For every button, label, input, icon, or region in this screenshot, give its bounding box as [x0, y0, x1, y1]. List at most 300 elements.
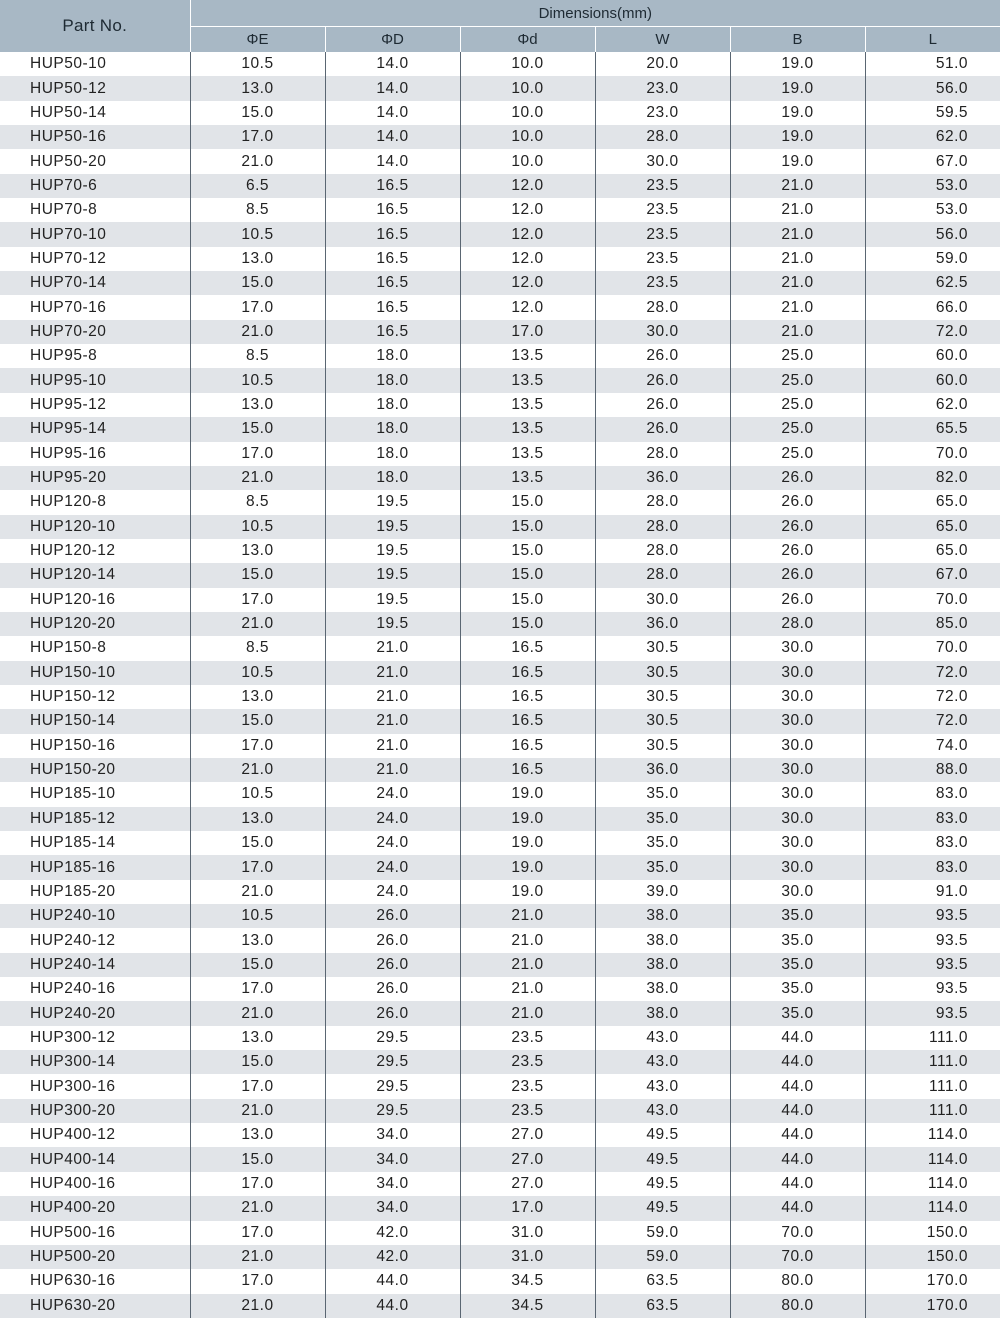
- w-cell: 30.0: [595, 320, 730, 344]
- l-cell: 88.0: [865, 758, 1000, 782]
- w-cell: 23.5: [595, 247, 730, 271]
- phi-e-cell: 15.0: [190, 1147, 325, 1171]
- w-cell: 28.0: [595, 295, 730, 319]
- l-cell: 93.5: [865, 904, 1000, 928]
- l-cell: 93.5: [865, 1001, 1000, 1025]
- table-row: [0, 904, 1000, 928]
- b-cell: 44.0: [730, 1123, 865, 1147]
- table-row: [0, 1221, 1000, 1245]
- part-no-cell: HUP120-14: [0, 563, 190, 587]
- l-cell: 53.0: [865, 174, 1000, 198]
- phi-e-cell: 10.5: [190, 52, 325, 76]
- l-cell: 150.0: [865, 1221, 1000, 1245]
- l-cell: 56.0: [865, 76, 1000, 100]
- l-cell: 83.0: [865, 855, 1000, 879]
- phi-d-upper-cell: 21.0: [325, 758, 460, 782]
- phi-e-cell: 13.0: [190, 807, 325, 831]
- w-cell: 30.5: [595, 661, 730, 685]
- w-cell: 30.5: [595, 685, 730, 709]
- table-header: [0, 0, 1000, 52]
- l-cell: 62.5: [865, 271, 1000, 295]
- phi-d-upper-cell: 18.0: [325, 466, 460, 490]
- column-header-b: B: [730, 27, 865, 53]
- table-row: [0, 320, 1000, 344]
- w-cell: 26.0: [595, 344, 730, 368]
- phi-d-upper-cell: 21.0: [325, 636, 460, 660]
- w-cell: 49.5: [595, 1147, 730, 1171]
- table-row: [0, 1196, 1000, 1220]
- b-cell: 30.0: [730, 709, 865, 733]
- l-cell: 82.0: [865, 466, 1000, 490]
- phi-e-cell: 17.0: [190, 1172, 325, 1196]
- phi-d-upper-cell: 16.5: [325, 247, 460, 271]
- table-row: [0, 101, 1000, 125]
- w-cell: 23.0: [595, 76, 730, 100]
- part-no-cell: HUP70-16: [0, 295, 190, 319]
- part-no-cell: HUP150-8: [0, 636, 190, 660]
- w-cell: 35.0: [595, 831, 730, 855]
- w-cell: 35.0: [595, 855, 730, 879]
- b-cell: 21.0: [730, 174, 865, 198]
- b-cell: 30.0: [730, 880, 865, 904]
- phi-d-lower-cell: 21.0: [460, 904, 595, 928]
- part-no-cell: HUP95-14: [0, 417, 190, 441]
- table-row: [0, 515, 1000, 539]
- phi-e-cell: 13.0: [190, 393, 325, 417]
- phi-d-lower-cell: 17.0: [460, 320, 595, 344]
- b-cell: 26.0: [730, 588, 865, 612]
- phi-d-upper-cell: 34.0: [325, 1147, 460, 1171]
- phi-d-upper-cell: 16.5: [325, 198, 460, 222]
- part-no-cell: HUP240-20: [0, 1001, 190, 1025]
- phi-d-lower-cell: 15.0: [460, 588, 595, 612]
- l-cell: 111.0: [865, 1074, 1000, 1098]
- table-row: [0, 977, 1000, 1001]
- l-cell: 111.0: [865, 1099, 1000, 1123]
- l-cell: 85.0: [865, 612, 1000, 636]
- part-no-cell: HUP240-16: [0, 977, 190, 1001]
- l-cell: 74.0: [865, 734, 1000, 758]
- part-no-cell: HUP50-20: [0, 149, 190, 173]
- phi-d-lower-cell: 19.0: [460, 880, 595, 904]
- w-cell: 63.5: [595, 1269, 730, 1293]
- l-cell: 60.0: [865, 368, 1000, 392]
- phi-d-lower-cell: 13.5: [460, 393, 595, 417]
- w-cell: 35.0: [595, 807, 730, 831]
- phi-e-cell: 13.0: [190, 539, 325, 563]
- phi-d-lower-cell: 12.0: [460, 295, 595, 319]
- w-cell: 43.0: [595, 1050, 730, 1074]
- part-no-cell: HUP150-12: [0, 685, 190, 709]
- phi-d-upper-cell: 21.0: [325, 661, 460, 685]
- phi-d-upper-cell: 18.0: [325, 368, 460, 392]
- w-cell: 38.0: [595, 904, 730, 928]
- column-header-phi-d-lower: Φd: [460, 27, 595, 53]
- b-cell: 35.0: [730, 904, 865, 928]
- w-cell: 23.0: [595, 101, 730, 125]
- phi-d-upper-cell: 18.0: [325, 442, 460, 466]
- phi-e-cell: 15.0: [190, 101, 325, 125]
- b-cell: 44.0: [730, 1050, 865, 1074]
- table-row: [0, 295, 1000, 319]
- l-cell: 114.0: [865, 1172, 1000, 1196]
- part-no-cell: HUP95-10: [0, 368, 190, 392]
- phi-d-upper-cell: 16.5: [325, 174, 460, 198]
- phi-d-lower-cell: 16.5: [460, 661, 595, 685]
- w-cell: 23.5: [595, 198, 730, 222]
- phi-e-cell: 6.5: [190, 174, 325, 198]
- l-cell: 66.0: [865, 295, 1000, 319]
- part-no-cell: HUP120-8: [0, 490, 190, 514]
- phi-e-cell: 21.0: [190, 466, 325, 490]
- phi-d-upper-cell: 24.0: [325, 782, 460, 806]
- phi-e-cell: 10.5: [190, 222, 325, 246]
- table-row: [0, 1269, 1000, 1293]
- part-no-cell: HUP120-16: [0, 588, 190, 612]
- phi-d-upper-cell: 34.0: [325, 1123, 460, 1147]
- phi-d-lower-cell: 15.0: [460, 490, 595, 514]
- phi-e-cell: 8.5: [190, 198, 325, 222]
- b-cell: 21.0: [730, 271, 865, 295]
- part-no-cell: HUP150-20: [0, 758, 190, 782]
- w-cell: 38.0: [595, 953, 730, 977]
- part-no-cell: HUP500-16: [0, 1221, 190, 1245]
- phi-d-lower-cell: 13.5: [460, 466, 595, 490]
- w-cell: 20.0: [595, 52, 730, 76]
- table-row: [0, 174, 1000, 198]
- phi-e-cell: 13.0: [190, 76, 325, 100]
- w-cell: 43.0: [595, 1074, 730, 1098]
- phi-d-upper-cell: 21.0: [325, 685, 460, 709]
- part-no-cell: HUP185-16: [0, 855, 190, 879]
- b-cell: 19.0: [730, 149, 865, 173]
- b-cell: 28.0: [730, 612, 865, 636]
- phi-d-upper-cell: 29.5: [325, 1026, 460, 1050]
- part-no-cell: HUP240-14: [0, 953, 190, 977]
- w-cell: 28.0: [595, 515, 730, 539]
- b-cell: 30.0: [730, 636, 865, 660]
- part-no-cell: HUP300-16: [0, 1074, 190, 1098]
- phi-d-lower-cell: 21.0: [460, 928, 595, 952]
- w-cell: 23.5: [595, 174, 730, 198]
- part-no-cell: HUP400-14: [0, 1147, 190, 1171]
- w-cell: 39.0: [595, 880, 730, 904]
- b-cell: 19.0: [730, 76, 865, 100]
- table-row: [0, 1245, 1000, 1269]
- phi-d-upper-cell: 14.0: [325, 149, 460, 173]
- table-row: [0, 442, 1000, 466]
- phi-d-lower-cell: 15.0: [460, 612, 595, 636]
- w-cell: 28.0: [595, 125, 730, 149]
- phi-e-cell: 21.0: [190, 149, 325, 173]
- phi-d-lower-cell: 23.5: [460, 1074, 595, 1098]
- phi-d-lower-cell: 27.0: [460, 1147, 595, 1171]
- phi-d-upper-cell: 14.0: [325, 125, 460, 149]
- table-row: [0, 855, 1000, 879]
- part-no-cell: HUP185-12: [0, 807, 190, 831]
- b-cell: 26.0: [730, 539, 865, 563]
- part-no-cell: HUP300-14: [0, 1050, 190, 1074]
- phi-e-cell: 15.0: [190, 271, 325, 295]
- phi-d-upper-cell: 26.0: [325, 977, 460, 1001]
- b-cell: 25.0: [730, 368, 865, 392]
- part-no-cell: HUP185-10: [0, 782, 190, 806]
- table-row: [0, 661, 1000, 685]
- phi-e-cell: 21.0: [190, 758, 325, 782]
- phi-d-lower-cell: 16.5: [460, 685, 595, 709]
- phi-d-upper-cell: 26.0: [325, 904, 460, 928]
- phi-d-lower-cell: 16.5: [460, 734, 595, 758]
- w-cell: 38.0: [595, 1001, 730, 1025]
- phi-d-upper-cell: 24.0: [325, 831, 460, 855]
- table-row: [0, 782, 1000, 806]
- part-no-cell: HUP50-16: [0, 125, 190, 149]
- phi-d-lower-cell: 12.0: [460, 271, 595, 295]
- phi-e-cell: 17.0: [190, 1221, 325, 1245]
- phi-d-upper-cell: 29.5: [325, 1074, 460, 1098]
- l-cell: 70.0: [865, 442, 1000, 466]
- table-row: [0, 393, 1000, 417]
- b-cell: 80.0: [730, 1269, 865, 1293]
- w-cell: 49.5: [595, 1172, 730, 1196]
- l-cell: 83.0: [865, 831, 1000, 855]
- phi-e-cell: 17.0: [190, 125, 325, 149]
- phi-d-lower-cell: 19.0: [460, 807, 595, 831]
- table-row: [0, 1074, 1000, 1098]
- table-row: [0, 125, 1000, 149]
- table-row: [0, 1123, 1000, 1147]
- table-row: [0, 344, 1000, 368]
- phi-e-cell: 17.0: [190, 977, 325, 1001]
- w-cell: 28.0: [595, 490, 730, 514]
- part-no-cell: HUP50-14: [0, 101, 190, 125]
- phi-d-upper-cell: 26.0: [325, 953, 460, 977]
- l-cell: 72.0: [865, 709, 1000, 733]
- l-cell: 150.0: [865, 1245, 1000, 1269]
- l-cell: 62.0: [865, 125, 1000, 149]
- table-row: [0, 880, 1000, 904]
- w-cell: 30.5: [595, 636, 730, 660]
- phi-e-cell: 13.0: [190, 1026, 325, 1050]
- b-cell: 35.0: [730, 977, 865, 1001]
- column-header-phi-d-upper: ΦD: [325, 27, 460, 53]
- phi-d-lower-cell: 27.0: [460, 1172, 595, 1196]
- phi-e-cell: 21.0: [190, 320, 325, 344]
- phi-d-lower-cell: 15.0: [460, 539, 595, 563]
- phi-d-lower-cell: 15.0: [460, 563, 595, 587]
- phi-d-upper-cell: 42.0: [325, 1245, 460, 1269]
- l-cell: 111.0: [865, 1050, 1000, 1074]
- part-no-cell: HUP630-20: [0, 1294, 190, 1318]
- phi-d-upper-cell: 18.0: [325, 393, 460, 417]
- phi-e-cell: 15.0: [190, 1050, 325, 1074]
- phi-d-upper-cell: 26.0: [325, 1001, 460, 1025]
- b-cell: 21.0: [730, 198, 865, 222]
- part-no-cell: HUP185-20: [0, 880, 190, 904]
- l-cell: 83.0: [865, 782, 1000, 806]
- column-header-phi-e: ΦE: [190, 27, 325, 53]
- w-cell: 23.5: [595, 271, 730, 295]
- w-cell: 23.5: [595, 222, 730, 246]
- phi-e-cell: 8.5: [190, 490, 325, 514]
- l-cell: 114.0: [865, 1123, 1000, 1147]
- part-no-cell: HUP70-8: [0, 198, 190, 222]
- w-cell: 36.0: [595, 758, 730, 782]
- l-cell: 111.0: [865, 1026, 1000, 1050]
- w-cell: 26.0: [595, 393, 730, 417]
- b-cell: 35.0: [730, 1001, 865, 1025]
- table-row: [0, 222, 1000, 246]
- table-row: [0, 734, 1000, 758]
- l-cell: 62.0: [865, 393, 1000, 417]
- w-cell: 26.0: [595, 368, 730, 392]
- b-cell: 26.0: [730, 563, 865, 587]
- b-cell: 21.0: [730, 222, 865, 246]
- b-cell: 21.0: [730, 295, 865, 319]
- w-cell: 49.5: [595, 1123, 730, 1147]
- l-cell: 51.0: [865, 52, 1000, 76]
- phi-e-cell: 15.0: [190, 831, 325, 855]
- l-cell: 91.0: [865, 880, 1000, 904]
- phi-e-cell: 13.0: [190, 685, 325, 709]
- phi-d-upper-cell: 18.0: [325, 344, 460, 368]
- part-no-cell: HUP630-16: [0, 1269, 190, 1293]
- table-row: [0, 612, 1000, 636]
- phi-e-cell: 17.0: [190, 295, 325, 319]
- phi-e-cell: 8.5: [190, 636, 325, 660]
- phi-e-cell: 17.0: [190, 1074, 325, 1098]
- phi-e-cell: 8.5: [190, 344, 325, 368]
- phi-e-cell: 17.0: [190, 442, 325, 466]
- phi-d-upper-cell: 16.5: [325, 295, 460, 319]
- phi-d-lower-cell: 23.5: [460, 1026, 595, 1050]
- table-row: [0, 563, 1000, 587]
- l-cell: 170.0: [865, 1269, 1000, 1293]
- phi-e-cell: 15.0: [190, 417, 325, 441]
- part-no-cell: HUP70-10: [0, 222, 190, 246]
- column-header-l: L: [865, 27, 1000, 53]
- phi-e-cell: 21.0: [190, 1294, 325, 1318]
- part-no-cell: HUP120-20: [0, 612, 190, 636]
- phi-e-cell: 10.5: [190, 904, 325, 928]
- l-cell: 59.5: [865, 101, 1000, 125]
- w-cell: 38.0: [595, 928, 730, 952]
- part-no-cell: HUP120-12: [0, 539, 190, 563]
- b-cell: 80.0: [730, 1294, 865, 1318]
- b-cell: 30.0: [730, 855, 865, 879]
- phi-d-upper-cell: 34.0: [325, 1172, 460, 1196]
- l-cell: 93.5: [865, 928, 1000, 952]
- phi-d-lower-cell: 19.0: [460, 831, 595, 855]
- l-cell: 93.5: [865, 977, 1000, 1001]
- phi-d-lower-cell: 15.0: [460, 515, 595, 539]
- part-no-cell: HUP50-12: [0, 76, 190, 100]
- phi-d-lower-cell: 31.0: [460, 1245, 595, 1269]
- phi-d-upper-cell: 19.5: [325, 539, 460, 563]
- table-row: [0, 1294, 1000, 1318]
- b-cell: 44.0: [730, 1099, 865, 1123]
- phi-d-upper-cell: 24.0: [325, 880, 460, 904]
- part-no-cell: HUP300-20: [0, 1099, 190, 1123]
- b-cell: 44.0: [730, 1196, 865, 1220]
- dimensions-header: Dimensions(mm): [190, 0, 1000, 27]
- l-cell: 72.0: [865, 320, 1000, 344]
- b-cell: 44.0: [730, 1172, 865, 1196]
- table-row: [0, 636, 1000, 660]
- b-cell: 30.0: [730, 831, 865, 855]
- b-cell: 25.0: [730, 344, 865, 368]
- b-cell: 35.0: [730, 928, 865, 952]
- part-no-cell: HUP150-16: [0, 734, 190, 758]
- w-cell: 38.0: [595, 977, 730, 1001]
- b-cell: 26.0: [730, 515, 865, 539]
- part-no-cell: HUP50-10: [0, 52, 190, 76]
- b-cell: 30.0: [730, 734, 865, 758]
- table-row: [0, 417, 1000, 441]
- phi-d-lower-cell: 34.5: [460, 1294, 595, 1318]
- phi-e-cell: 10.5: [190, 782, 325, 806]
- l-cell: 70.0: [865, 636, 1000, 660]
- table-row: [0, 149, 1000, 173]
- phi-e-cell: 21.0: [190, 1196, 325, 1220]
- phi-d-upper-cell: 16.5: [325, 271, 460, 295]
- table-row: [0, 709, 1000, 733]
- phi-e-cell: 21.0: [190, 880, 325, 904]
- l-cell: 72.0: [865, 661, 1000, 685]
- table-row: [0, 685, 1000, 709]
- w-cell: 36.0: [595, 612, 730, 636]
- phi-d-upper-cell: 14.0: [325, 101, 460, 125]
- part-no-cell: HUP70-6: [0, 174, 190, 198]
- table-row: [0, 198, 1000, 222]
- phi-e-cell: 15.0: [190, 563, 325, 587]
- b-cell: 25.0: [730, 442, 865, 466]
- w-cell: 26.0: [595, 417, 730, 441]
- part-no-cell: HUP400-12: [0, 1123, 190, 1147]
- table-row: [0, 1050, 1000, 1074]
- table-row: [0, 1026, 1000, 1050]
- l-cell: 67.0: [865, 563, 1000, 587]
- phi-d-lower-cell: 12.0: [460, 174, 595, 198]
- w-cell: 30.5: [595, 734, 730, 758]
- l-cell: 56.0: [865, 222, 1000, 246]
- w-cell: 43.0: [595, 1026, 730, 1050]
- table-row: [0, 76, 1000, 100]
- b-cell: 25.0: [730, 417, 865, 441]
- phi-d-lower-cell: 12.0: [460, 198, 595, 222]
- w-cell: 30.0: [595, 588, 730, 612]
- b-cell: 35.0: [730, 953, 865, 977]
- phi-d-lower-cell: 17.0: [460, 1196, 595, 1220]
- phi-d-upper-cell: 19.5: [325, 612, 460, 636]
- b-cell: 19.0: [730, 125, 865, 149]
- table-row: [0, 758, 1000, 782]
- b-cell: 21.0: [730, 320, 865, 344]
- phi-e-cell: 21.0: [190, 1245, 325, 1269]
- part-no-cell: HUP70-20: [0, 320, 190, 344]
- table-row: [0, 1147, 1000, 1171]
- phi-d-upper-cell: 29.5: [325, 1050, 460, 1074]
- w-cell: 59.0: [595, 1245, 730, 1269]
- part-no-cell: HUP150-10: [0, 661, 190, 685]
- phi-e-cell: 13.0: [190, 247, 325, 271]
- part-no-cell: HUP120-10: [0, 515, 190, 539]
- table-row: [0, 1172, 1000, 1196]
- table-row: [0, 271, 1000, 295]
- part-no-cell: HUP95-16: [0, 442, 190, 466]
- table-row: [0, 1001, 1000, 1025]
- phi-d-upper-cell: 29.5: [325, 1099, 460, 1123]
